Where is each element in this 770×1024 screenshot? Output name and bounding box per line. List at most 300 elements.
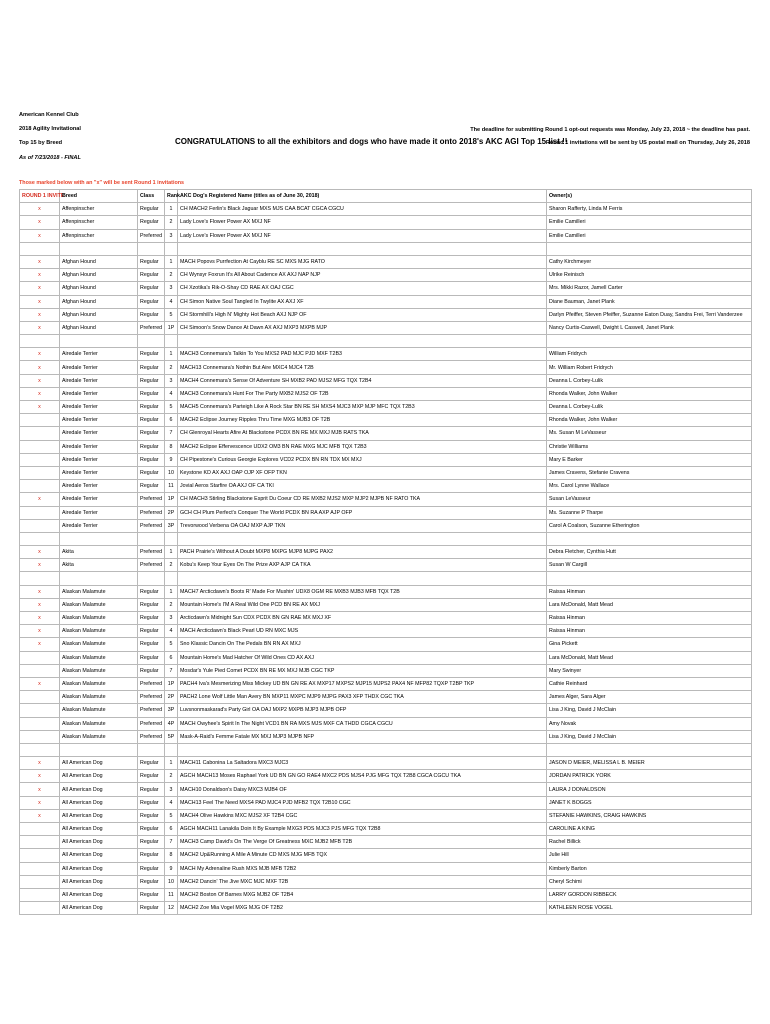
breed-cell: Afghan Hound (60, 308, 138, 321)
invite-mark (20, 519, 60, 532)
breed-cell: Affenpinscher (60, 229, 138, 242)
table-row (20, 638, 752, 651)
class-cell: Regular (138, 612, 165, 625)
table-row (20, 506, 752, 519)
class-cell: Regular (138, 585, 165, 598)
class-cell: Preferred (138, 717, 165, 730)
table-row (20, 374, 752, 387)
dog-name-cell: MACH3 Connemara's Hunt For The Party MXB2 MJS2 OF T2B (178, 387, 547, 400)
invite-mark (20, 414, 60, 427)
dog-name-cell: MACH13 Feel The Need MXS4 PAD MJC4 PJD MFB2 TQX T2B10 CGC (178, 796, 547, 809)
breed-cell: All American Dog (60, 757, 138, 770)
invite-mark: x (20, 770, 60, 783)
dog-name-cell: PACH4 Iva's Mesmerizing Miss Mickey UD BN GN RE AX MXP17 MXPS2 MJP15 MJPS2 PAX4 NF MFP82 TQXP T2BP TKP (178, 677, 547, 690)
breed-cell: Airedale Terrier (60, 453, 138, 466)
dog-name-cell: Sno Klassic Dancin On The Pedals BN RN AX MXJ (178, 638, 547, 651)
invite-mark (20, 888, 60, 901)
owner-cell: Nancy Curtis-Caswell, Dwight L Caswell, Janet Plank (547, 321, 752, 334)
col-rank: Rank (165, 190, 178, 203)
owner-cell: Deanna L Corbey-Lulik (547, 374, 752, 387)
invite-mark: x (20, 295, 60, 308)
class-cell: Regular (138, 849, 165, 862)
table-row (20, 836, 752, 849)
owner-cell: Lara McDonald, Matt Mead (547, 598, 752, 611)
empty-cell (138, 743, 165, 756)
empty-cell (60, 532, 138, 545)
dog-name-cell: CH Glenroyal Hearts Afire At Blackstone PCDX BN RE MX MXJ MJB RATS TKA (178, 427, 547, 440)
class-cell: Regular (138, 255, 165, 268)
table-row (20, 321, 752, 334)
class-cell: Regular (138, 796, 165, 809)
breed-cell: Alaskan Malamute (60, 625, 138, 638)
rank-cell: 3P (165, 704, 178, 717)
class-cell: Regular (138, 809, 165, 822)
class-cell: Preferred (138, 691, 165, 704)
class-cell: Regular (138, 466, 165, 479)
dog-name-cell: CH Wynsyr Foxrun It's All About Cadence AX AXJ NAP NJP (178, 269, 547, 282)
rank-cell: 3 (165, 282, 178, 295)
table-row (20, 295, 752, 308)
table-row (20, 216, 752, 229)
rank-cell: 3 (165, 612, 178, 625)
as-of-date: As of 7/23/2018 - FINAL (19, 154, 81, 161)
rank-cell: 3P (165, 519, 178, 532)
rank-cell: 9 (165, 453, 178, 466)
breed-cell: Afghan Hound (60, 295, 138, 308)
class-cell: Regular (138, 888, 165, 901)
rank-cell: 8 (165, 849, 178, 862)
empty-cell (547, 242, 752, 255)
class-cell: Preferred (138, 704, 165, 717)
rank-cell: 1 (165, 348, 178, 361)
dog-name-cell: MACH13 Connemara's Nothin But Aire MXC4 MJC4 T2B (178, 361, 547, 374)
breed-cell: Airedale Terrier (60, 414, 138, 427)
class-cell: Preferred (138, 546, 165, 559)
owner-cell: Lisa J King, David J McClain (547, 730, 752, 743)
invite-mark (20, 862, 60, 875)
table-row (20, 730, 752, 743)
rank-cell: 1P (165, 493, 178, 506)
table-row (20, 862, 752, 875)
dog-name-cell: MACH5 Connemara's Parteigh Like A Rock Star BN RE SH MXS4 MJC3 MXP MJP MFC TQX T2B3 (178, 401, 547, 414)
table-row (20, 625, 752, 638)
breed-cell: Alaskan Malamute (60, 664, 138, 677)
breed-cell: Afghan Hound (60, 269, 138, 282)
owner-cell: JANET K BOGGS (547, 796, 752, 809)
owner-cell: Susan LeVasseur (547, 493, 752, 506)
owner-cell: Mrs. Mikki Razor, Jamell Carter (547, 282, 752, 295)
breed-cell: Airedale Terrier (60, 427, 138, 440)
table-row (20, 440, 752, 453)
owner-cell: JASON D MEIER, MELISSA L B. MEIER (547, 757, 752, 770)
class-cell: Regular (138, 480, 165, 493)
breed-cell: Airedale Terrier (60, 374, 138, 387)
invite-mark (20, 453, 60, 466)
dog-name-cell: MACH7 Arcticdawn's Boots R' Made For Mushin' UDX8 OGM RE MXB3 MJB3 MFB TQX T2B (178, 585, 547, 598)
empty-cell (138, 335, 165, 348)
breed-cell: Alaskan Malamute (60, 585, 138, 598)
class-cell: Regular (138, 414, 165, 427)
class-cell: Regular (138, 453, 165, 466)
rank-cell: 12 (165, 902, 178, 915)
owner-cell: Ulrike Reinisch (547, 269, 752, 282)
invite-mark: x (20, 809, 60, 822)
class-cell: Preferred (138, 519, 165, 532)
rank-cell: 7 (165, 664, 178, 677)
table-header-row (20, 190, 752, 203)
rank-cell: 1 (165, 585, 178, 598)
dog-name-cell: Jovial Aeros Starfire OA AXJ OF CA TKI (178, 480, 547, 493)
invite-mark (20, 849, 60, 862)
rank-cell: 11 (165, 480, 178, 493)
owner-cell: Kimberly Barton (547, 862, 752, 875)
rank-cell: 2 (165, 770, 178, 783)
invite-mark (20, 875, 60, 888)
breed-cell: Airedale Terrier (60, 361, 138, 374)
col-round-invite: ROUND 1 INVITE (20, 190, 60, 203)
invite-mark: x (20, 321, 60, 334)
dog-name-cell: MACH My Adrenaline Rush MXS MJB MFB T2B2 (178, 862, 547, 875)
class-cell: Regular (138, 757, 165, 770)
owner-cell: KATHLEEN ROSE VOGEL (547, 902, 752, 915)
table-row (20, 677, 752, 690)
breed-cell: All American Dog (60, 823, 138, 836)
rank-cell: 2 (165, 559, 178, 572)
invite-mark (20, 717, 60, 730)
dog-name-cell: Mosdar's Yule Pied Comet PCDX BN RE MX MXJ MJB CGC TKP (178, 664, 547, 677)
rank-cell: 10 (165, 875, 178, 888)
table-row (20, 308, 752, 321)
owner-cell: Gina Pickett (547, 638, 752, 651)
invite-mark (20, 704, 60, 717)
class-cell: Preferred (138, 730, 165, 743)
owner-cell: Rachel Billick (547, 836, 752, 849)
dog-name-cell: Mountain Home's Mad Hatcher Of Wild Ones CD AX AXJ (178, 651, 547, 664)
rank-cell: 9 (165, 862, 178, 875)
invitation-note: Round 1 invitations will be sent by US postal mail on Thursday, July 26, 2018 (545, 140, 750, 146)
rank-cell: 1 (165, 255, 178, 268)
owner-cell: Cheryl Schimi (547, 875, 752, 888)
owner-cell: JORDAN PATRICK YORK (547, 770, 752, 783)
invite-mark: x (20, 612, 60, 625)
dog-name-cell: Mountain Home's I'M A Real Wild One PCD BN RE AX MXJ (178, 598, 547, 611)
empty-cell (547, 572, 752, 585)
rank-cell: 5 (165, 401, 178, 414)
dog-name-cell: MACH Arcticdawn's Black Pearl UD RN MXC MJS (178, 625, 547, 638)
rank-cell: 7 (165, 427, 178, 440)
class-cell: Regular (138, 875, 165, 888)
invite-mark: x (20, 203, 60, 216)
dog-name-cell: CH Simoon's Snow Dance At Dawn AX AXJ MXP3 MXPB MJP (178, 321, 547, 334)
top15-table (19, 189, 752, 915)
breed-cell: Akita (60, 546, 138, 559)
table-row (20, 414, 752, 427)
invite-mark: x (20, 585, 60, 598)
rank-cell: 11 (165, 888, 178, 901)
dog-name-cell: CH MACH3 Stirling Blackstone Esprit Du Coeur CD RE MXB2 MJS2 MXP MJP2 MJPB NF RATO TKA (178, 493, 547, 506)
rank-cell: 4P (165, 717, 178, 730)
breed-cell: Affenpinscher (60, 203, 138, 216)
invite-mark (20, 651, 60, 664)
breed-cell: All American Dog (60, 902, 138, 915)
empty-cell (20, 242, 60, 255)
owner-cell: Raissa Hinman (547, 585, 752, 598)
empty-cell (165, 335, 178, 348)
table-row (20, 691, 752, 704)
empty-cell (60, 572, 138, 585)
invite-mark (20, 902, 60, 915)
dog-name-cell: MACH Owyhee's Spirit In The Night VCD1 BN RA MXS MJS MXF CA THDD CGCA CGCU (178, 717, 547, 730)
dog-name-cell: MACH2 Zoe Mia Vogel MXG MJG OF T2B2 (178, 902, 547, 915)
invite-mark (20, 691, 60, 704)
invite-mark: x (20, 374, 60, 387)
invite-mark (20, 427, 60, 440)
class-cell: Regular (138, 374, 165, 387)
table-row (20, 453, 752, 466)
empty-cell (20, 572, 60, 585)
breed-cell: Afghan Hound (60, 255, 138, 268)
dog-name-cell: PACH2 Lone Wolf Little Man Avery BN MXP11 MXPC MJP9 MJPG PAX3 XFP THDX CGC TKA (178, 691, 547, 704)
owner-cell: Amy Novak (547, 717, 752, 730)
class-cell: Regular (138, 427, 165, 440)
header-left-block (19, 112, 81, 169)
owner-cell: Raissa Hinman (547, 625, 752, 638)
owner-cell: Cathie Reinhard (547, 677, 752, 690)
class-cell: Regular (138, 269, 165, 282)
owner-cell: Ms. Suzanne P Tharpe (547, 506, 752, 519)
table-row (20, 598, 752, 611)
rank-cell: 4 (165, 387, 178, 400)
class-cell: Regular (138, 348, 165, 361)
breed-cell: Alaskan Malamute (60, 651, 138, 664)
empty-cell (165, 743, 178, 756)
owner-cell: Cathy Kirchmeyer (547, 255, 752, 268)
table-row (20, 546, 752, 559)
breed-cell: All American Dog (60, 809, 138, 822)
col-breed: Breed (60, 190, 138, 203)
empty-cell (165, 532, 178, 545)
empty-cell (60, 743, 138, 756)
class-cell: Regular (138, 203, 165, 216)
breed-cell: All American Dog (60, 849, 138, 862)
dog-name-cell: MACH Popovs Purrfection At Cayblu RE SC MXS MJG RATO (178, 255, 547, 268)
table-row (20, 480, 752, 493)
dog-name-cell: MACH2 Dancin' The Jive MXC MJC MXF T2B (178, 875, 547, 888)
dog-name-cell: Luvsnonmaskarad's Party Girl OA OAJ MXP2 MXPB MJP3 MJPB OFP (178, 704, 547, 717)
table-row (20, 255, 752, 268)
owner-cell: Julie Hill (547, 849, 752, 862)
rank-cell: 6 (165, 651, 178, 664)
empty-cell (547, 335, 752, 348)
class-cell: Regular (138, 440, 165, 453)
dog-name-cell: Arcticdawn's Midnight Sun CDX PCDX BN GN RAE MX MXJ XF (178, 612, 547, 625)
empty-cell (547, 532, 752, 545)
owner-cell: Diane Bauman, Janet Plank (547, 295, 752, 308)
owner-cell: Susan W Cargill (547, 559, 752, 572)
breed-cell: Affenpinscher (60, 216, 138, 229)
class-cell: Regular (138, 295, 165, 308)
invite-mark: x (20, 598, 60, 611)
invite-mark: x (20, 361, 60, 374)
dog-name-cell: AGCH MACH13 Moses Raphael York UD BN GN GO RAE4 MXC2 PDS MJS4 PJG MFG TQX T2B8 CGCA CGCU TKA (178, 770, 547, 783)
invite-mark: x (20, 255, 60, 268)
dog-name-cell: MACH2 Up&Running A Mile A Minute CD MXS MJG MFB TQX (178, 849, 547, 862)
dog-name-cell: Keystone KD AX AXJ OAP OJP XF OFP TKN (178, 466, 547, 479)
dog-name-cell: MACH4 Olive Hawkins MXC MJS2 XF T2B4 CGC (178, 809, 547, 822)
owner-cell: Darlyn Pfeiffer, Steven Pfeiffer, Suzanne Eaton Duay, Sandra Frei, Terri Vanderzee (547, 308, 752, 321)
owner-cell: James Alger, Sara Alger (547, 691, 752, 704)
col-owners: Owner(s) (547, 190, 752, 203)
rank-cell: 2 (165, 216, 178, 229)
org-name: American Kennel Club (19, 112, 79, 118)
breed-cell: Alaskan Malamute (60, 612, 138, 625)
owner-cell: Rhonda Walker, John Walker (547, 414, 752, 427)
dog-name-cell: MACH3 Camp David's On The Verge Of Greatness MXC MJB2 MFB T2B (178, 836, 547, 849)
empty-cell (60, 242, 138, 255)
dog-name-cell: MACH4 Connemara's Sense Of Adventure SH MXB2 PAD MJS2 MFG TQX T2B4 (178, 374, 547, 387)
class-cell: Regular (138, 902, 165, 915)
invite-mark (20, 730, 60, 743)
owner-cell: STEFANIE HAWKINS, CRAIG HAWKINS (547, 809, 752, 822)
breed-cell: All American Dog (60, 783, 138, 796)
invite-mark (20, 466, 60, 479)
invite-mark: x (20, 677, 60, 690)
table-row (20, 519, 752, 532)
class-cell: Preferred (138, 559, 165, 572)
table-row (20, 361, 752, 374)
invite-mark: x (20, 269, 60, 282)
owner-cell: Rhonda Walker, John Walker (547, 387, 752, 400)
invite-mark: x (20, 546, 60, 559)
owner-cell: Emilie Camilleri (547, 216, 752, 229)
rank-cell: 5P (165, 730, 178, 743)
owner-cell: Emilie Camilleri (547, 229, 752, 242)
spacer-row (20, 242, 752, 255)
rank-cell: 2P (165, 506, 178, 519)
class-cell: Regular (138, 401, 165, 414)
dog-name-cell: MACH2 Eclipse Journey Ripples Thru Time MXG MJB3 OF T2B (178, 414, 547, 427)
class-cell: Regular (138, 216, 165, 229)
table-row (20, 493, 752, 506)
owner-cell: Raissa Hinman (547, 612, 752, 625)
empty-cell (178, 532, 547, 545)
invite-mark: x (20, 216, 60, 229)
invite-mark: x (20, 796, 60, 809)
breed-cell: Alaskan Malamute (60, 598, 138, 611)
dog-name-cell: AGCH MACH11 Lanakila Doin It By Example MXG3 PDS MJC3 PJS MFG TQX T2B8 (178, 823, 547, 836)
owner-cell: Lara McDonald, Matt Mead (547, 651, 752, 664)
dog-name-cell: CH Simon Native Soul Tangled In Twylite AX AXJ XF (178, 295, 547, 308)
rank-cell: 2 (165, 361, 178, 374)
table-row (20, 466, 752, 479)
dog-name-cell: Lady Love's Flower Power AX MXJ NF (178, 229, 547, 242)
rank-cell: 4 (165, 796, 178, 809)
invite-mark: x (20, 401, 60, 414)
rank-cell: 6 (165, 823, 178, 836)
breed-cell: All American Dog (60, 796, 138, 809)
owner-cell: Ms. Susan M LeVasseur (547, 427, 752, 440)
invite-mark (20, 823, 60, 836)
col-dog-name: AKC Dog's Registered Name (titles as of June 30, 2018) (178, 190, 547, 203)
class-cell: Regular (138, 836, 165, 849)
dog-name-cell: CH Stormhill's High N' Mighty Hot Beach AXJ NJP OF (178, 308, 547, 321)
class-cell: Regular (138, 308, 165, 321)
invite-mark (20, 480, 60, 493)
spacer-row (20, 335, 752, 348)
invite-mark: x (20, 282, 60, 295)
table-row (20, 823, 752, 836)
invite-mark (20, 836, 60, 849)
rank-cell: 1P (165, 677, 178, 690)
class-cell: Regular (138, 361, 165, 374)
owner-cell: James Cravens, Stefanie Cravens (547, 466, 752, 479)
class-cell: Preferred (138, 321, 165, 334)
class-cell: Regular (138, 823, 165, 836)
owner-cell: CAROLINE A KING (547, 823, 752, 836)
class-cell: Regular (138, 282, 165, 295)
table-row (20, 203, 752, 216)
breed-cell: Airedale Terrier (60, 519, 138, 532)
dog-name-cell: MACH10 Donaldson's Daisy MXC3 MJB4 OF (178, 783, 547, 796)
dog-name-cell: Lady Love's Flower Power AX MXJ NF (178, 216, 547, 229)
class-cell: Regular (138, 862, 165, 875)
table-row (20, 757, 752, 770)
rank-cell: 2 (165, 598, 178, 611)
dog-name-cell: Trevorwood Verbena OA OAJ MXP AJP TKN (178, 519, 547, 532)
breed-cell: Afghan Hound (60, 321, 138, 334)
breed-cell: Alaskan Malamute (60, 704, 138, 717)
owner-cell: Lisa J King, David J McClain (547, 704, 752, 717)
class-cell: Regular (138, 664, 165, 677)
table-row (20, 651, 752, 664)
empty-cell (138, 532, 165, 545)
dog-name-cell: CH Pipestone's Curious Georgie Explores VCD2 PCDX BN RN TDX MX MXJ (178, 453, 547, 466)
invite-mark: x (20, 348, 60, 361)
breed-cell: All American Dog (60, 875, 138, 888)
rank-cell: 5 (165, 308, 178, 321)
table-row (20, 875, 752, 888)
dog-name-cell: GCH CH Plum Perfect's Conquer The World PCDX BN RA AXP AJP OFP (178, 506, 547, 519)
spacer-row (20, 572, 752, 585)
breed-cell: Airedale Terrier (60, 387, 138, 400)
owner-cell: Carol A Coalson, Suzanne Etherington (547, 519, 752, 532)
empty-cell (138, 572, 165, 585)
header-right-block (470, 124, 750, 150)
owner-cell: Christie Williams (547, 440, 752, 453)
invite-mark: x (20, 229, 60, 242)
owner-cell: LARRY GORDON RIBBECK (547, 888, 752, 901)
table-row (20, 269, 752, 282)
table-row (20, 783, 752, 796)
breed-cell: Airedale Terrier (60, 480, 138, 493)
dog-name-cell: CH MACH2 Ferlin's Black Jaguar MXS MJS CAA BCAT CGCA CGCU (178, 203, 547, 216)
rank-cell: 8 (165, 440, 178, 453)
owner-cell: Sharon Rafferty, Linda M Ferris (547, 203, 752, 216)
class-cell: Preferred (138, 229, 165, 242)
table-row (20, 902, 752, 915)
empty-cell (178, 335, 547, 348)
table-row (20, 770, 752, 783)
rank-cell: 2P (165, 691, 178, 704)
table-row (20, 559, 752, 572)
table-row (20, 585, 752, 598)
table-row (20, 229, 752, 242)
rank-cell: 3 (165, 783, 178, 796)
owner-cell: Debra Fletcher, Cynthia Hutt (547, 546, 752, 559)
dog-name-cell: MACH11 Cabonina La Saltadora MXC3 MJC3 (178, 757, 547, 770)
breed-cell: All American Dog (60, 770, 138, 783)
invite-mark: x (20, 638, 60, 651)
